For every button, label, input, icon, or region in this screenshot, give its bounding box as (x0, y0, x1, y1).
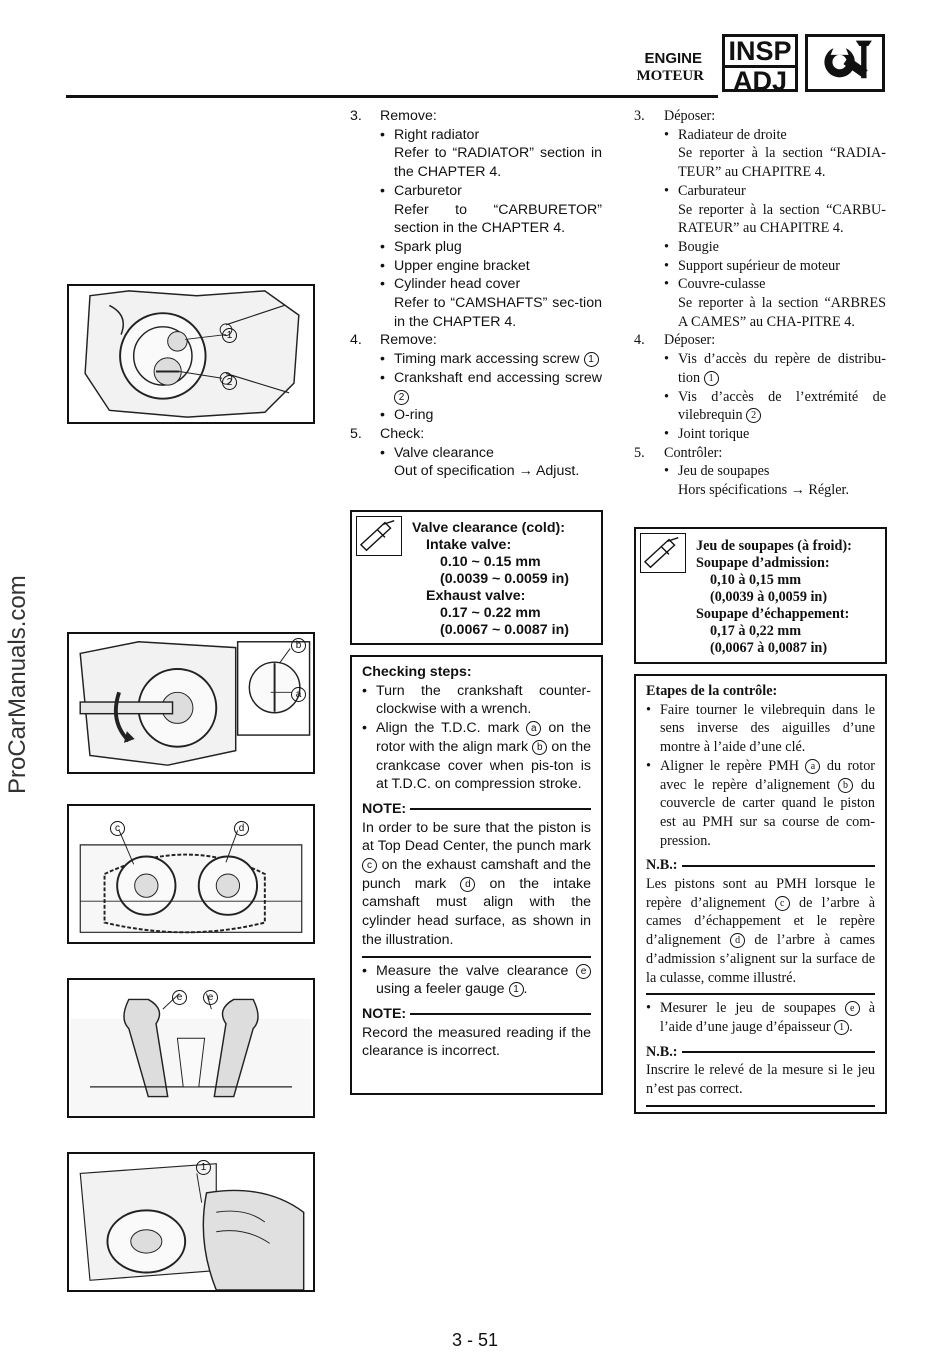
step-bullet: • Aligner le repère PMH a du rotor avec le repère d’alignement b du couvercle de carter quand le piston est au PMH sur sa course de com-pression. (646, 757, 876, 849)
spec-title-fr: Jeu de soupapes (à froid): (696, 538, 852, 554)
spec-exhaust-mm-fr: 0,17 à 0,22 mm (710, 623, 802, 639)
list-item: • Radiateur de droite (664, 126, 787, 143)
reference-camshafts: Refer to “CAMSHAFTS” sec-tion in the CHAPTER 4. (394, 295, 602, 330)
divider (646, 993, 875, 995)
adj-label: ADJ (725, 65, 795, 94)
note-heading: N.B.: (646, 856, 875, 875)
list-item: • Couvre-culasse (664, 276, 766, 293)
step-bullet: • Align the T.D.C. mark a on the rotor with the align mark b on the crankcase cover when pis-ton is at T.D.C. on compression stroke. (362, 720, 591, 793)
note-text: Inscrire le relevé de la mesure si le jeu n’est pas correct. (646, 1062, 875, 1098)
steps-title-fr: Etapes de la contrôle: (646, 683, 778, 699)
list-item: • Vis d’accès du repère de distribu-tion 1 (664, 351, 886, 386)
figure-crankcase-cover (67, 284, 315, 424)
reference-radiator: Refer to “RADIATOR” section in the CHAPTER 4. (394, 145, 602, 181)
out-of-spec-text: Out of specification → Adjust. (394, 463, 580, 480)
list-item: • Carburetor (380, 182, 462, 199)
list-item: • Cylinder head cover (380, 276, 521, 293)
reference-carburetor-fr: Se reporter à la section “CARBU-RATEUR” au CHAPITRE 4. (678, 201, 886, 237)
list-item: • Joint torique (664, 425, 750, 442)
callout-d: d (234, 819, 249, 837)
step-bullet: • Faire tourner le vilebrequin dans le sens inverse des aiguilles d’une montre à l’aide d’une clé. (646, 701, 875, 756)
note-text: Les pistons sont au PMH lorsque le repère d’alignement c de l’arbre à cames d’échappement et le repère d’alignement d de l’arbre à cames d’admission s’alignent sur la surface de la culasse, comme illustré. (646, 876, 876, 986)
step-4: 4. Remove: (350, 332, 437, 349)
valve-clearance-spec-box-fr (634, 527, 887, 664)
insp-adj-badge (722, 34, 798, 96)
callout-c: c (110, 819, 125, 837)
section-label-moteur: MOTEUR (636, 68, 704, 84)
wrench-inspection-icon (805, 34, 885, 92)
callout-e-left: e (172, 988, 187, 1006)
spec-exhaust: Exhaust valve: (426, 588, 526, 604)
page-number: 3 - 51 (451, 1330, 499, 1350)
list-item: • Right radiator (380, 126, 480, 143)
french-column (634, 107, 886, 500)
callout-1-bottom: 1 (196, 1158, 211, 1176)
note-text: In order to be sure that the piston is at Top Dead Center, the punch mark c on the exhaust camshaft and the punch mark d on the intake camshaft must align with the cylinder head surface, as shown in the illustration. (362, 819, 592, 948)
step-3-fr: 3. Déposer: (634, 108, 716, 124)
spec-exhaust-in: (0.0067 ~ 0.0087 in) (440, 622, 569, 638)
spec-intake-in: (0.0039 ~ 0.0059 in) (440, 571, 569, 587)
figure-camshaft-punch-marks (67, 804, 315, 944)
note-heading: NOTE: (362, 800, 591, 819)
steps-title: Checking steps: (362, 664, 472, 680)
spec-title: Valve clearance (cold): (412, 520, 565, 536)
figure-rotor-alignment (67, 632, 315, 774)
step-bullet: • Mesurer le jeu de soupapes e à l’aide d’une jauge d’épaisseur 1 . (646, 1000, 875, 1035)
spec-exhaust-fr: Soupape d’échappement: (696, 606, 850, 622)
english-column (350, 107, 602, 481)
step-bullet: • Measure the valve clearance e using a feeler gauge 1 . (362, 962, 591, 999)
caliper-icon (640, 533, 686, 573)
out-of-spec-text-fr: Hors spécifications → Régler. (678, 482, 849, 499)
reference-camshafts-fr: Se reporter à la section “ARBRES A CAMES” au CHA-PITRE 4. (678, 295, 886, 330)
callout-e-right: e (203, 988, 218, 1006)
step-5: 5. Check: (350, 425, 425, 442)
callout-a: a (291, 685, 306, 703)
spec-intake-fr: Soupape d’admission: (696, 555, 830, 571)
checking-steps-box (350, 655, 603, 1095)
step-bullet: • Turn the crankshaft counter-clockwise with a wrench. (362, 682, 591, 718)
list-item: • Carburateur (664, 182, 746, 199)
callout-1: 1 (222, 326, 237, 344)
spec-exhaust-mm: 0.17 ~ 0.22 mm (440, 605, 541, 621)
callout-2: 2 (222, 373, 237, 391)
note-heading: NOTE: (362, 1005, 591, 1024)
spec-intake-mm-fr: 0,10 à 0,15 mm (710, 572, 802, 588)
list-item: • Bougie (664, 238, 719, 255)
checking-steps-box-fr (634, 674, 887, 1114)
caliper-icon (356, 516, 402, 556)
list-item: • Timing mark accessing screw 1 (350, 350, 602, 369)
figure-valve-clearance-gauge (67, 978, 315, 1118)
note-text: Record the measured reading if the clearance is incorrect. (362, 1024, 591, 1060)
list-item: • Jeu de soupapes (664, 463, 770, 480)
watermark: ProCarManuals.com (4, 575, 31, 794)
step-5-fr: 5. Contrôler: (634, 444, 723, 461)
callout-b: b (291, 636, 306, 654)
reference-carburetor: Refer to “CARBURETOR” section in the CHAPTER 4. (394, 201, 602, 237)
list-item: • Valve clearance (380, 444, 494, 461)
valve-clearance-spec-box (350, 510, 603, 645)
list-item: • Spark plug (380, 238, 462, 255)
list-item: • Vis d’accès de l’extrémité de vilebrequin 2 (664, 388, 886, 424)
list-item: • Upper engine bracket (380, 257, 530, 274)
spec-intake-mm: 0.10 ~ 0.15 mm (440, 554, 541, 570)
step-4-fr: 4. Déposer: (634, 332, 716, 349)
spec-exhaust-in-fr: (0,0067 à 0,0087 in) (710, 640, 828, 656)
list-item: • Crankshaft end accessing screw 2 (380, 369, 602, 403)
divider (646, 1105, 875, 1107)
step-3: 3. Remove: (350, 108, 437, 124)
insp-label: INSP (728, 36, 792, 66)
spec-intake-in-fr: (0,0039 à 0,0059 in) (710, 589, 828, 605)
header-rule (66, 95, 718, 98)
divider (362, 956, 591, 958)
list-item: • Support supérieur de moteur (664, 257, 840, 274)
reference-radiator-fr: Se reporter à la section “RADIA-TEUR” au CHAPITRE 4. (678, 145, 886, 181)
list-item: • O-ring (380, 407, 434, 424)
section-label-engine: ENGINE (644, 50, 702, 67)
spec-intake: Intake valve: (426, 537, 512, 553)
figure-feeler-gauge-measure (67, 1152, 315, 1292)
note-heading: N.B.: (646, 1043, 875, 1062)
